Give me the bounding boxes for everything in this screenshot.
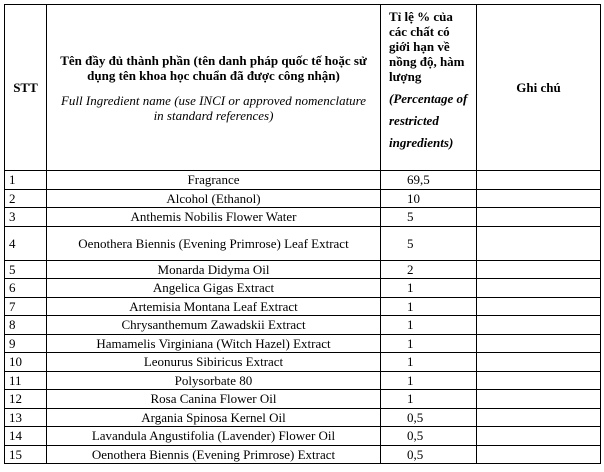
row-note-cell [477,408,601,427]
row-percentage-cell: 5 [381,226,477,260]
table-row [5,260,601,279]
row-note-cell [477,353,601,372]
row-stt-cell: 14 [5,427,47,446]
row-ingredient-cell: Leonurus Sibiricus Extract [47,353,381,372]
table-body [5,171,601,464]
row-note-cell [477,226,601,260]
row-stt-cell: 15 [5,445,47,464]
row-stt-cell: 13 [5,408,47,427]
table-row [5,371,601,390]
table-row [5,226,601,260]
row-note-cell [477,171,601,190]
table-row [5,334,601,353]
row-percentage-cell: 0,5 [381,408,477,427]
row-note-cell [477,260,601,279]
header-percentage-vi: Tỉ lệ % của các chất có giới hạn về nồng độ, hàm lượng [389,9,465,84]
row-stt-cell: 11 [5,371,47,390]
table-row [5,353,601,372]
row-note-cell [477,445,601,464]
row-ingredient-cell: Chrysanthemum Zawadskii Extract [47,316,381,335]
row-stt-cell: 6 [5,279,47,298]
row-ingredient-cell: Angelica Gigas Extract [47,279,381,298]
row-stt-cell: 10 [5,353,47,372]
row-stt-cell: 4 [5,226,47,260]
row-ingredient-cell: Oenothera Biennis (Evening Primrose) Leaf Extract [47,226,381,260]
row-percentage-cell: 69,5 [381,171,477,190]
table-row [5,279,601,298]
row-note-cell [477,371,601,390]
row-percentage-cell: 1 [381,371,477,390]
row-stt-cell: 3 [5,208,47,227]
header-ingredient-name-vi: Tên đầy đủ thành phần (tên danh pháp quốc tế hoặc sử dụng tên khoa học chuẩn đã được công nhận) [60,52,367,83]
table-row [5,390,601,409]
table-row [5,171,601,190]
row-note-cell [477,316,601,335]
row-stt-cell: 12 [5,390,47,409]
row-percentage-cell: 1 [381,334,477,353]
row-stt-cell: 5 [5,260,47,279]
header-percentage [381,5,477,171]
row-percentage-cell: 10 [381,189,477,208]
table-row [5,427,601,446]
table-row [5,445,601,464]
row-note-cell [477,189,601,208]
table-row [5,297,601,316]
table-row [5,189,601,208]
ingredient-table [4,4,601,464]
header-ingredient-name-en: Full Ingredient name (use INCI or approved nomenclature in standard references) [60,92,367,123]
row-percentage-cell: 5 [381,208,477,227]
header-note: Ghi chú [477,5,601,171]
row-note-cell [477,427,601,446]
row-percentage-cell: 1 [381,390,477,409]
row-stt-cell: 8 [5,316,47,335]
row-note-cell [477,390,601,409]
row-stt-cell: 1 [5,171,47,190]
row-ingredient-cell: Alcohol (Ethanol) [47,189,381,208]
row-percentage-cell: 1 [381,297,477,316]
table-row [5,316,601,335]
row-ingredient-cell: Fragrance [47,171,381,190]
row-note-cell [477,208,601,227]
row-ingredient-cell: Lavandula Angustifolia (Lavender) Flower Oil [47,427,381,446]
row-stt-cell: 9 [5,334,47,353]
row-ingredient-cell: Hamamelis Virginiana (Witch Hazel) Extract [47,334,381,353]
row-stt-cell: 2 [5,189,47,208]
row-percentage-cell: 0,5 [381,427,477,446]
row-ingredient-cell: Oenothera Biennis (Evening Primrose) Extract [47,445,381,464]
row-percentage-cell: 0,5 [381,445,477,464]
table-row [5,208,601,227]
row-percentage-cell: 1 [381,353,477,372]
row-stt-cell: 7 [5,297,47,316]
row-ingredient-cell: Anthemis Nobilis Flower Water [47,208,381,227]
header-percentage-en: (Percentage of restricted ingredients) [389,91,468,150]
row-ingredient-cell: Artemisia Montana Leaf Extract [47,297,381,316]
header-ingredient-name [47,5,381,171]
row-percentage-cell: 1 [381,279,477,298]
row-note-cell [477,297,601,316]
row-percentage-cell: 2 [381,260,477,279]
row-ingredient-cell: Rosa Canina Flower Oil [47,390,381,409]
row-percentage-cell: 1 [381,316,477,335]
header-stt: STT [5,5,47,171]
row-note-cell [477,334,601,353]
row-ingredient-cell: Monarda Didyma Oil [47,260,381,279]
table-row [5,408,601,427]
row-ingredient-cell: Argania Spinosa Kernel Oil [47,408,381,427]
row-note-cell [477,279,601,298]
row-ingredient-cell: Polysorbate 80 [47,371,381,390]
table-header-row [5,5,601,171]
